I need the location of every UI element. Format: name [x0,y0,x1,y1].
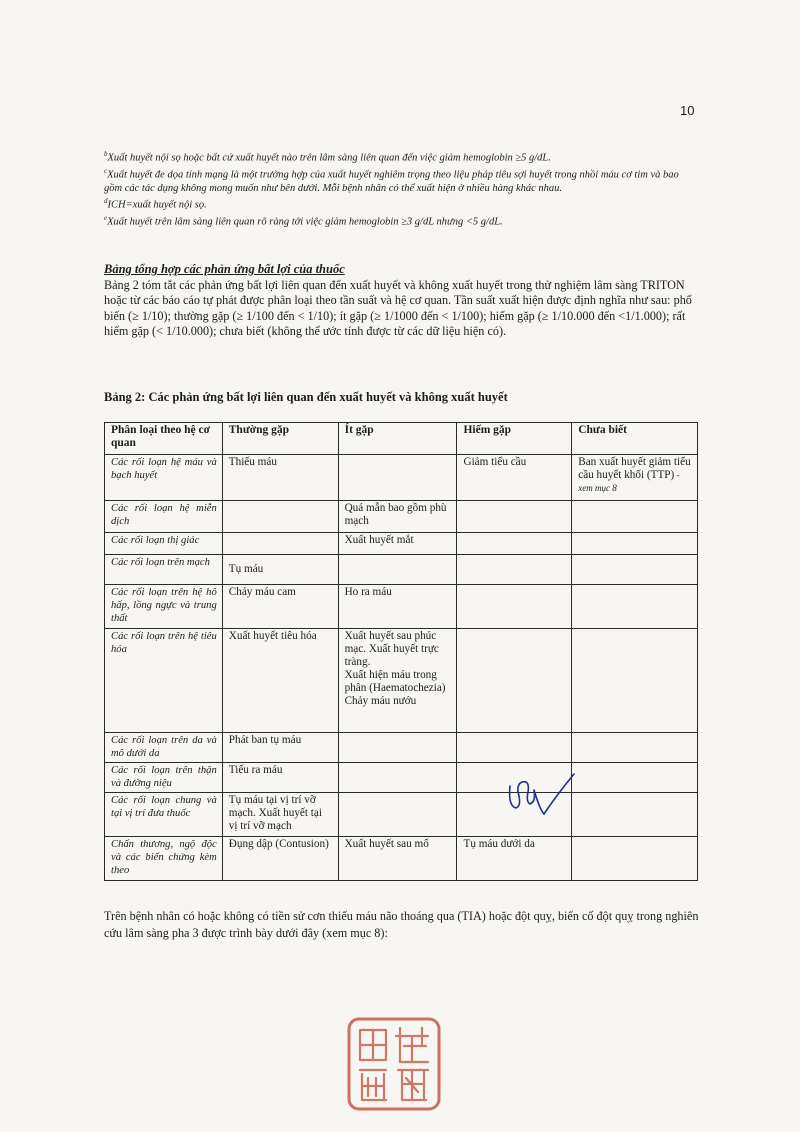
cell-uncommon: Xuất huyết sau mổ [338,837,457,881]
cell-rare [457,585,572,629]
cell-common: Tiểu ra máu [222,763,338,793]
cell-rare: Giảm tiểu cầu [457,455,572,501]
header-unknown: Chưa biết [572,423,698,455]
table-row [105,793,698,837]
cell-common: Xuất huyết tiêu hóa [222,629,338,733]
cell-uncommon [338,763,457,793]
intro-paragraph: Bảng 2 tóm tắt các phản ứng bất lợi liên quan đến xuất huyết và không xuất huyết trong thử nghiệm lâm sàng TRITON hoặc từ các báo cáo tự phát được phân loại theo tần suất và hệ cơ quan. Tần suất xuất hiện được định nghĩa như sau: phổ biến (≥ 1/10); thường gặp (≥ 1/100 đến < 1/10); ít gặp (≥ 1/1000 đến < 1/100); hiếm gặp (≥ 1/10.000 đến <1/1.000); rất hiếm gặp (< 1/10.000); chưa biết (không thể ước tính được từ các dữ liệu hiện có). [104,278,692,339]
header-uncommon: Ít gặp [338,423,457,455]
table-row [105,763,698,793]
adverse-reactions-table [104,422,698,881]
cell-unknown [572,555,698,585]
red-seal-stamp [346,1016,442,1112]
header-common: Thường gặp [222,423,338,455]
cell-rare: Tụ máu dưới da [457,837,572,881]
footnote-b: $^b$Xuất huyết nội sọ hoặc bất cứ xuất huyết nào trên lâm sàng liên quan đến việc giảm hemoglobin ≥5 g/dL. [104,150,551,164]
cell-soc: Chấn thương, ngộ độc và các biến chứng kèm theo [105,837,223,881]
cell-uncommon: Xuất huyết sau phúc mạc. Xuất huyết trực tràng. Xuất hiện máu trong phân (Haematochezia) Chảy máu nướu [338,629,457,733]
cell-soc: Các rối loạn hệ máu và bạch huyết [105,455,223,501]
cell-rare [457,733,572,763]
cell-soc: Các rối loạn trên mạch [105,555,223,585]
cell-unknown [572,629,698,733]
footnote-e: $^e$Xuất huyết trên lâm sàng liên quan rõ ràng tới việc giảm hemoglobin ≥3 g/dL nhưng <5 g/dL. [104,214,503,228]
table-row [105,585,698,629]
cell-soc: Các rối loạn trên da và mô dưới da [105,733,223,763]
cell-rare [457,533,572,555]
cell-common: Chảy máu cam [222,585,338,629]
cell-uncommon [338,793,457,837]
table-row [105,455,698,501]
cell-soc: Các rối loạn trên hệ tiêu hóa [105,629,223,733]
cell-common: Thiếu máu [222,455,338,501]
cell-unknown [572,793,698,837]
handwritten-signature [500,766,580,828]
closing-paragraph: Trên bệnh nhân có hoặc không có tiền sử cơn thiếu máu não thoáng qua (TIA) hoặc đột quỵ, biến cố đột quỵ trong nghiên cứu lâm sàng pha 3 được trình bày dưới đây (xem mục 8): [104,909,699,940]
cell-common: Tụ máu tại vị trí vỡ mạch. Xuất huyết tại vị trí vỡ mạch [222,793,338,837]
cell-rare [457,629,572,733]
cell-unknown [572,501,698,533]
header-soc: Phân loại theo hệ cơ quan [105,423,223,455]
cell-soc: Các rối loạn thị giác [105,533,223,555]
header-rare: Hiếm gặp [457,423,572,455]
cell-common [222,533,338,555]
cell-common: Phát ban tụ máu [222,733,338,763]
page-number: 10 [680,103,695,118]
cell-rare [457,501,572,533]
cell-uncommon: Ho ra máu [338,585,457,629]
table-row [105,837,698,881]
cell-unknown [572,837,698,881]
table-title: Bảng 2: Các phản ứng bất lợi liên quan đến xuất huyết và không xuất huyết [104,390,508,404]
cell-unknown [572,733,698,763]
cell-unknown: Ban xuất huyết giảm tiểu cầu huyết khối (TTP) -xem mục 8 [572,455,698,501]
cell-unknown [572,585,698,629]
cell-uncommon [338,733,457,763]
cell-common: Đụng dập (Contusion) [222,837,338,881]
table-row [105,555,698,585]
cell-uncommon: Quá mẫn bao gồm phù mạch [338,501,457,533]
section-title: Bảng tổng hợp các phản ứng bất lợi của thuốc [104,262,345,276]
cell-soc: Các rối loạn trên thận và đường niệu [105,763,223,793]
cell-common: Tụ máu [222,555,338,585]
cell-uncommon [338,455,457,501]
table-header-row [105,423,698,455]
footnote-d: $^d$ICH=xuất huyết nội sọ. [104,197,207,211]
cell-soc: Các rối loạn hệ miễn dịch [105,501,223,533]
footnotes [104,148,694,229]
footnote-c: $^c$Xuất huyết đe dọa tính mạng là một trường hợp của xuất huyết nghiêm trọng theo liệu pháp tiêu sợi huyết trong nhồi máu cơ tim và bao gồm các tác dụng không mong muốn như bên dưới. Mỗi bệnh nhân có thể xuất hiện ở nhiều hàng khác nhau. [104,166,679,194]
table-row [105,733,698,763]
table-row [105,533,698,555]
table-row [105,501,698,533]
cell-uncommon: Xuất huyết mắt [338,533,457,555]
table-row [105,629,698,733]
cell-common [222,501,338,533]
cell-soc: Các rối loạn chung và tại vị trí đưa thuốc [105,793,223,837]
cell-uncommon [338,555,457,585]
cell-soc: Các rối loạn trên hệ hô hấp, lồng ngực và trung thất [105,585,223,629]
cell-unknown [572,763,698,793]
cell-unknown [572,533,698,555]
cell-rare [457,555,572,585]
